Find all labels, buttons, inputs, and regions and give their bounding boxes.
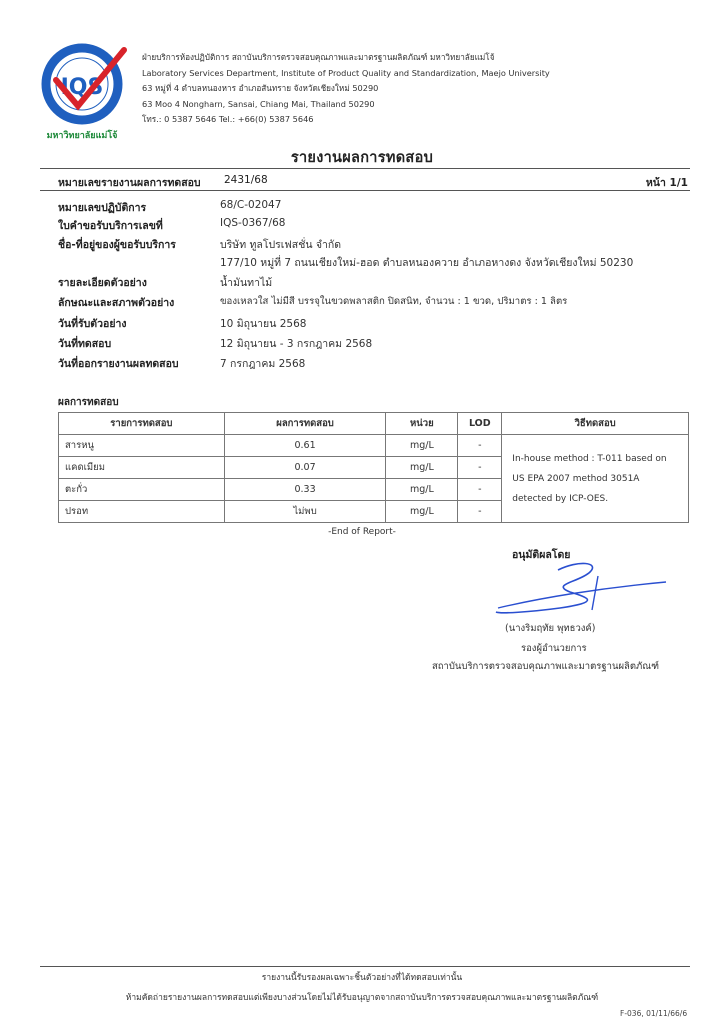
cell-item: สารหนู (59, 435, 225, 457)
info-label: ลักษณะและสภาพตัวอย่าง (58, 297, 175, 309)
cell-unit: mg/L (386, 479, 458, 501)
cell-result: 0.07 (224, 457, 386, 479)
info-label: ชื่อ-ที่อยู่ของผู้ขอรับบริการ (58, 239, 176, 251)
cell-lod: - (458, 457, 502, 479)
org-line-en: Laboratory Services Department, Institute of Product Quality and Standardization, Maejo University (142, 67, 550, 78)
col-header-method: วิธีทดสอบ (502, 413, 689, 435)
page-title: รายงานผลการทดสอบ (290, 150, 434, 166)
table-header-row (59, 413, 689, 435)
results-heading: ผลการทดสอบ (58, 397, 119, 408)
cell-lod: - (458, 501, 502, 523)
cell-item: แคดเมียม (59, 457, 225, 479)
divider-top (40, 168, 690, 169)
info-value: 177/10 หมู่ที่ 7 ถนนเชียงใหม่-ฮอด ตำบลหนองควาย อำเภอหางดง จังหวัดเชียงใหม่ 50230 (220, 257, 634, 269)
footer-disclaimer-2: ห้ามคัดถ่ายรายงานผลการทดสอบแต่เพียงบางส่วนโดยไม่ได้รับอนุญาตจากสถาบันบริการตรวจสอบคุณภาพและมาตรฐานผลิตภัณฑ์ (125, 993, 599, 1003)
col-header-unit: หน่วย (386, 413, 458, 435)
institute-logo (28, 36, 140, 144)
info-label: วันที่รับตัวอย่าง (58, 318, 127, 330)
info-value: ของเหลวใส ไม่มีสี บรรจุในขวดพลาสติก ปิดสนิท, จำนวน : 1 ขวด, ปริมาตร : 1 ลิตร (220, 296, 568, 307)
cell-method: In-house method : T-011 based on US EPA 2007 method 3051A detected by ICP-OES. (502, 435, 689, 523)
cell-unit: mg/L (386, 501, 458, 523)
signature-image (480, 552, 680, 622)
cell-item: ปรอท (59, 501, 225, 523)
col-header-item: รายการทดสอบ (59, 413, 225, 435)
info-label: ใบคำขอรับบริการเลขที่ (58, 220, 163, 232)
address-line-en: 63 Moo 4 Nongharn, Sansai, Chiang Mai, Thailand 50290 (142, 98, 375, 109)
phone-line: โทร.: 0 5387 5646 Tel.: +66(0) 5387 5646 (142, 114, 314, 125)
divider-bottom (40, 190, 690, 191)
logo-text: IQS (60, 75, 104, 100)
table-row (59, 435, 689, 457)
signer-position: รองผู้อำนวยการ (521, 643, 587, 654)
info-label: วันที่ออกรายงานผลทดสอบ (58, 358, 179, 370)
cell-item: ตะกั่ว (59, 479, 225, 501)
info-value: 10 มิถุนายน 2568 (220, 318, 307, 330)
signer-name: (นางริมฤทัย พุทธวงค์) (505, 623, 596, 634)
info-value: 12 มิถุนายน - 3 กรกฎาคม 2568 (220, 338, 373, 350)
cell-result: 0.61 (224, 435, 386, 457)
address-line-th: 63 หมู่ที่ 4 ตำบลหนองหาร อำเภอสันทราย จังหวัดเชียงใหม่ 50290 (142, 83, 379, 94)
iqs-seal-icon (28, 36, 140, 144)
report-number-value: 2431/68 (224, 174, 268, 186)
footer-disclaimer-1: รายงานนี้รับรองผลเฉพาะชิ้นตัวอย่างที่ได้ทดสอบเท่านั้น (261, 973, 463, 983)
cell-lod: - (458, 479, 502, 501)
page-number: หน้า 1/1 (645, 177, 688, 189)
info-value: IQS-0367/68 (220, 217, 286, 229)
form-code: F-036, 01/11/66/6 (620, 1009, 688, 1018)
info-value: 7 กรกฎาคม 2568 (220, 358, 306, 370)
approved-by-label: อนุมัติผลโดย (512, 549, 571, 561)
signer-organization: สถาบันบริการตรวจสอบคุณภาพและมาตรฐานผลิตภัณฑ์ (432, 661, 659, 672)
info-label: หมายเลขปฏิบัติการ (58, 202, 147, 214)
end-of-report: -End of Report- (328, 527, 396, 537)
results-table (58, 412, 689, 523)
cell-result: 0.33 (224, 479, 386, 501)
cell-result: ไม่พบ (224, 501, 386, 523)
cell-unit: mg/L (386, 457, 458, 479)
info-value: น้ำมันทาไม้ (220, 277, 273, 289)
signature (480, 552, 680, 622)
cell-lod: - (458, 435, 502, 457)
info-label: วันที่ทดสอบ (58, 338, 112, 350)
org-line-th: ฝ่ายบริการห้องปฏิบัติการ สถาบันบริการตรวจสอบคุณภาพและมาตรฐานผลิตภัณฑ์ มหาวิทยาลัยแม่โจ้ (142, 52, 495, 62)
col-header-lod: LOD (458, 413, 502, 435)
logo-caption: มหาวิทยาลัยแม่โจ้ (46, 131, 118, 141)
cell-unit: mg/L (386, 435, 458, 457)
info-label: รายละเอียดตัวอย่าง (58, 277, 147, 289)
report-number-label: หมายเลขรายงานผลการทดสอบ (58, 177, 201, 189)
col-header-result: ผลการทดสอบ (224, 413, 386, 435)
footer-divider (40, 966, 690, 967)
info-value: 68/C-02047 (220, 199, 282, 211)
org-address-block (142, 50, 550, 128)
info-value: บริษัท ทูลโปรเฟสชั่น จำกัด (220, 239, 342, 251)
